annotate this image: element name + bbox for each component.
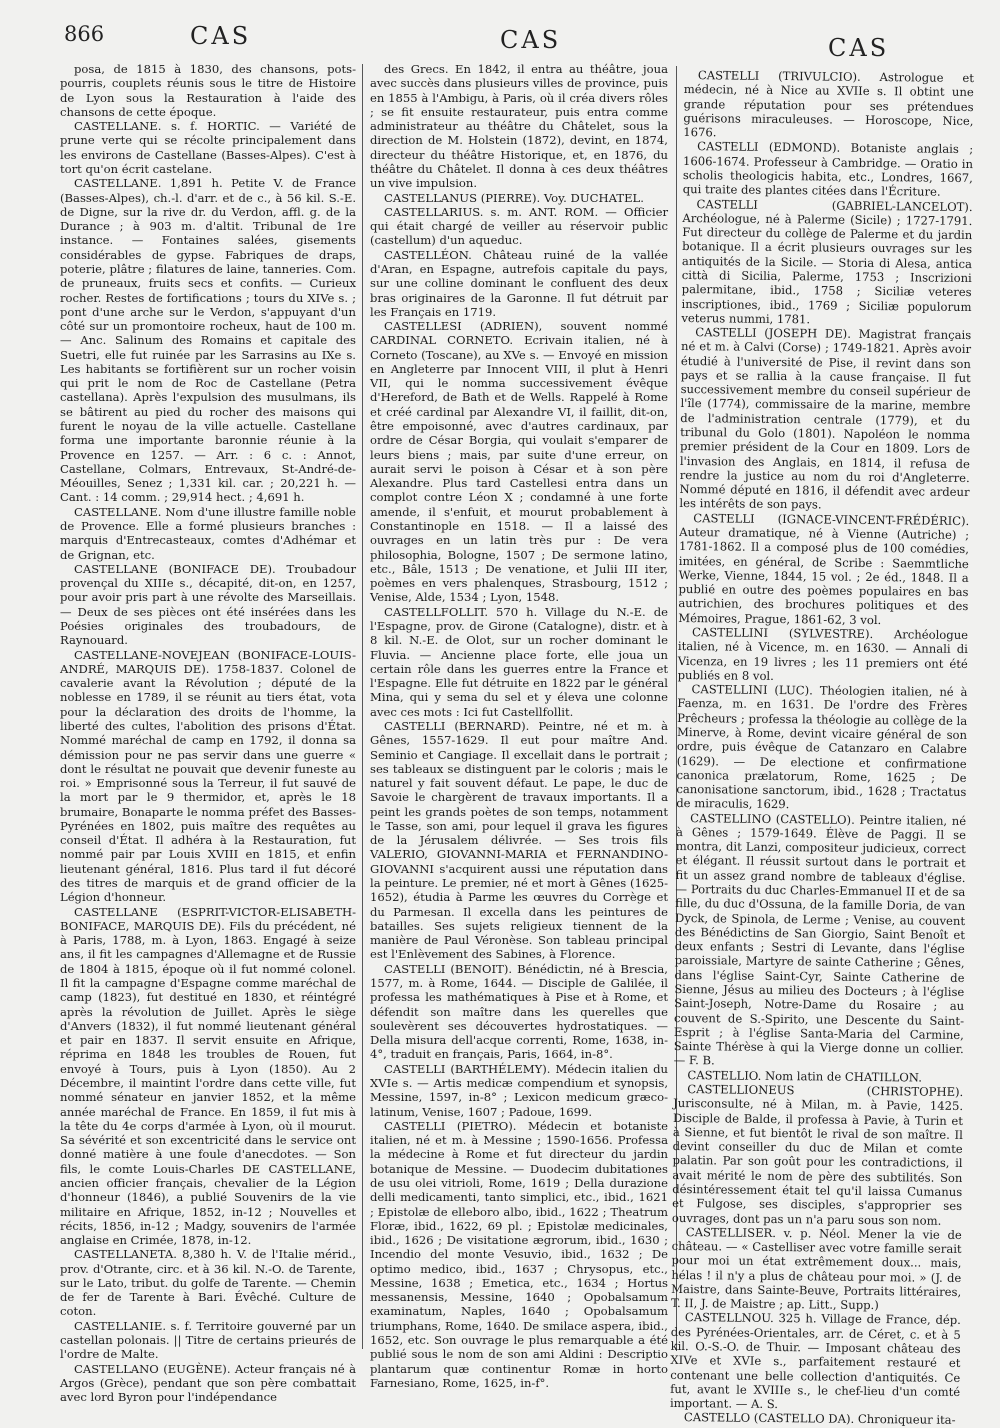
entry-paragraph: posa, de 1815 à 1830, des chansons, pots-pourris, couplets réunis sous le titre de Histoire de Lyon sous la Restauration à l'aide des chansons de cette époque. — [60, 62, 356, 119]
entry-paragraph: CASTELLÉON. Château ruiné de la vallée d'Aran, en Espagne, autrefois capitale du pays, sur une colline dominant le confluent des deux bras originaires de la Garonne. Il fut détruit par les Français en 1719. — [370, 247, 668, 319]
entry-paragraph: CASTELLANE. 1,891 h. Petite V. de France (Basses-Alpes), ch.-l. d'arr. et de c., à 56 kil. S.-E. de Digne, sur la rive dr. du Verdon, affl. g. de la Durance ; à 903 m. d'altit. Tribunal de 1re instance. — Fontaines salées, gisements considérables de gypse. Fabriques de draps, poterie, plâtre ; filatures de laine, tanneries. Com. de pruneaux, fruits secs et confits. — Curieux rocher. Restes de fortifications ; tours du XIVe s. ; pont d'une arche sur le Verdon, s'appuyant d'un côté sur un promontoire rocheux, haut de 100 m. — Anc. Salinum des Romains et capitale des Suetri, elle fut ruinée par les Sarrasins au IXe s. Les habitants se fortifièrent sur un rocher voisin qui prit le nom de Roc de Castellane (Petra castellana). Après l'expulsion des musulmans, ils se bâtirent au pied du rocher des maisons qui furent le noyau de la ville actuelle. Castellane forma une importante baronnie réunie à la Provence en 1257. — Arr. : 6 c. : Annot, Castellane, Colmars, Entrevaux, St-André-de-Méouilles, Senez ; 1,331 kil. car. ; 20,221 h. — Cant. : 14 comm. ; 29,914 hect. ; 4,691 h. — [60, 176, 356, 505]
text-column-1 — [60, 62, 356, 1405]
entry-paragraph: CASTELLI (PIETRO). Médecin et botaniste italien, né et m. à Messine ; 1590-1656. Professa la médecine à Rome et fut directeur du jardin botanique de Messine. — Duodecim dubitationes de usu olei vitrioli, Rome, 1619 ; Della durazione delli medicamenti, tanto simplici, etc., ibid., 1621 ; Epistolæ de elleboro albo, ibid., 1622 ; Theatrum Floræ, ibid., 1622, 69 pl. ; Epistolæ medicinales, ibid., 1626 ; De visitatione ægrorum, ibid., 1630 ; Incendio del monte Vesuvio, ibid., 1632 ; De optimo medico, ibid., 1637 ; Chrysopus, etc., Messine, 1638 ; Emetica, etc., 1634 ; Hortus messanensis, Messine, 1640 ; Opobalsamum examinatum, Naples, 1640 ; Opobalsamum triumphans, Rome, 1640. De smilace aspera, ibid., 1652, etc. Son ouvrage le plus remarquable a été publié sous le nom de son ami Aldini : Descriptio plantarum quæ continentur Romæ in horto Farnesiano, Rome, 1625, in-f°. — [370, 1118, 668, 1390]
page-number: 866 — [64, 22, 105, 46]
entry-paragraph: CASTELLI (GABRIEL-LANCELOT). Archéologue, né à Palerme (Sicile) ; 1727-1791. Fut directeur du collège de Palerme et du jardin botanique. Il a écrit plusieurs ouvrages sur les antiquités de la Sicile. — Storia di Alesa, antica città di Sicilia, Palerme, 1753 ; Inscrizioni palermitane, ibid., 1758 ; Siciliæ veteres inscriptiones, ibid., 1769 ; Siciliæ populorum veterus nummi, 1781. — [681, 196, 973, 327]
entry-paragraph: CASTELLANE (ESPRIT-VICTOR-ELISABETH-BONIFACE, MARQUIS DE). Fils du précédent, né à Paris, 1788, m. à Lyon, 1863. Engagé à seize ans, il fit les campagnes d'Allemagne et de Russie de 1804 à 1815, époque où il fut nommé colonel. Il fit la campagne d'Espagne comme maréchal de camp (1823), fut destitué en 1830, et réintégré après la révolution de Juillet. Après le siège d'Anvers (1832), il fut nommé lieutenant général et pair en 1837. Il servit ensuite en Afrique, réprima en 1848 les troubles de Rouen, fut envoyé à Tours, puis à Lyon (1850). Au 2 Décembre, il maintint l'ordre dans cette ville, fut nommé sénateur en janvier 1852, et la même année maréchal de France. En 1859, il fut mis à la tête du 4e corps d'armée à Lyon, où il mourut. Sa sévérité et son excentricité dans le service ont donné matière à une foule d'anecdotes. — Son fils, le comte Louis-Charles DE CASTELLANE, ancien officier français, chevalier de la Légion d'honneur (1846), a publié Souvenirs de la vie militaire en Afrique, 1852, in-12 ; Nouvelles et récits, 1856, in-12 ; Madgy, souvenirs de l'armée anglaise en Crimée, 1878, in-12. — [60, 904, 356, 1248]
entry-paragraph: CASTELLNOU. 325 h. Village de France, dép. des Pyrénées-Orientales, arr. de Céret, c. et à 5 kil. O.-S.-O. de Thuir. — Imposant château des XIVe et XVIe s., parfaitement restauré et contenant une belle collection d'antiquités. Ce fut, avant le XVIIIe s., le chef-lieu d'un comté important. — A. S. — [669, 1310, 961, 1412]
entry-paragraph: CASTELLI (BERNARD). Peintre, né et m. à Gênes, 1557-1629. Il eut pour maître And. Seminio et Cangiage. Il excellait dans le portrait ; ses tableaux se distinguent par le coloris ; mais le naturel y fait souvent défaut. Le pape, le duc de Savoie le chargèrent de travaux importants. Il a peint les grands poètes de son temps, notamment le Tasse, son ami, pour lequel il grava les figures de la Jérusalem délivrée. — Ses trois fils VALERIO, GIOVANNI-MARIA et FERNANDINO-GIOVANNI s'acquirent aussi une réputation dans la peinture. Le premier, né et mort à Gênes (1625-1652), étudia à Parme les œuvres du Corrège et du Parmesan. Il excella dans les peintures de batailles. Ses sujets religieux tiennent de la manière de Paul Véronèse. Son tableau principal est l'Enlèvement des Sabines, à Florence. — [370, 718, 668, 962]
entry-paragraph: CASTELLANE. Nom d'une illustre famille noble de Provence. Elle a formé plusieurs branches : marquis d'Entrecasteaux, comtes d'Adhémar et de Grignan, etc. — [60, 504, 356, 562]
entry-paragraph: CASTELLANIE. s. f. Territoire gouverné par un castellan polonais. || Titre de certains prieurés de l'ordre de Malte. — [60, 1318, 356, 1362]
entry-paragraph: CASTELLANE (BONIFACE DE). Troubadour provençal du XIIIe s., décapité, dit-on, en 1257, pour avoir pris part à une révolte des Marseillais. — Deux de ses pièces ont été insérées dans les Poésies originales des troubadours, de Raynouard. — [60, 561, 356, 648]
entry-paragraph: des Grecs. En 1842, il entra au théâtre, joua avec succès dans plusieurs villes de province, puis en 1855 à l'Ambigu, à Paris, où il créa divers rôles ; se fit ensuite restaurateur, puis entra comme administrateur au théâtre du Châtelet, sous la direction de M. Holstein (1872), devint, en 1874, directeur du théâtre Historique, et, en 1876, du théâtre du Châtelet. Il donna à ces deux théâtres un vive impulsion. — [370, 62, 668, 191]
entry-paragraph: CASTELLI (EDMOND). Botaniste anglais ; 1606-1674. Professeur à Cambridge. — Oratio in scholis theologicis habita, etc., Londres, 1667, qui traite des plantes citées dans l'Écriture. — [682, 139, 974, 199]
entry-paragraph: CASTELLISER. v. p. Néol. Mener la vie de château. — « Castelliser avec votre famille serait pour moi un état extrêmement doux... mais, hélas ! il n'y a plus de château pour moi. » (J. de Maistre, dans Sainte-Beuve, Portraits littéraires, T. II, J. de Maistre ; ap. Litt., Supp.) — [670, 1224, 962, 1313]
entry-paragraph: CASTELLINI (LUC). Théologien italien, né à Faenza, m. en 1631. De l'ordre des Frères Prêcheurs ; professa la théologie au collège de la Minerve, à Rome, devint vicaire général de son ordre, puis évêque de Catanzaro en Calabre (1629). — De electione et confirmatione canonica prælatorum, Rome, 1625 ; De canonisatione sanctorum, ibid., 1628 ; Tractatus de miraculis, 1629. — [676, 682, 968, 812]
entry-paragraph: CASTELLFOLLIT. 570 h. Village du N.-E. de l'Espagne, prov. de Girone (Catalogne), distr. et à 8 kil. N.-E. de Olot, sur un rocher dominant le Fluvia. — Ancienne place forte, elle joua un certain rôle dans les guerres entre la France et l'Espagne. Elle fut détruite en 1822 par le général Mina, qui y sema du sel et y éleva une colonne avec ces mots : Ici fut Castellfollit. — [370, 604, 668, 719]
running-header — [0, 14, 1000, 62]
entry-paragraph: CASTELLARIUS. s. m. ANT. ROM. — Officier qui était chargé de veiller au réservoir public (castellum) d'un aqueduc. — [370, 204, 668, 248]
header-right-word: CAS — [828, 34, 890, 62]
entry-paragraph: CASTELLANETA. 8,380 h. V. de l'Italie mérid., prov. d'Otrante, circ. et à 36 kil. N.-O. de Tarente, sur le Lato, tribut. du golfe de Tarente. — Chemin de fer de Tarente à Bari. Évêché. Culture de coton. — [60, 1247, 356, 1319]
entry-paragraph: CASTELLI (TRIVULCIO). Astrologue et médecin, né à Nice au XVIIe s. Il obtint une grande réputation pour ses prétendues guérisons miraculeuses. — Horoscope, Nice, 1676. — [683, 68, 974, 140]
entry-paragraph: CASTELLESI (ADRIEN), souvent nommé CARDINAL CORNETO. Ecrivain italien, né à Corneto (Toscane), au XVe s. — Envoyé en mission en Angleterre par Innocent VIII, il plut à Henri VII, qui le nomma successivement évêque d'Hereford, de Bath et de Wells. Rappelé à Rome et créé cardinal par Alexandre VI, il faillit, dit-on, être empoisonné, avec d'autres cardinaux, par ordre de César Borgia, qui voulait s'emparer de leurs biens ; mais, par suite d'une erreur, on aurait servi le poison à César et à son père Alexandre. Plus tard Castellesi entra dans un complot contre Léon X ; condamné à une forte amende, il s'enfuit, et mourut probablement à Constantinople en 1518. — Il a laissé des ouvrages en un latin très pur : De vera philosophia, Bologne, 1507 ; De sermone latino, etc., Bâle, 1513 ; De venatione, et Julii III iter, poèmes en vers phalenques, Strasbourg, 1512 ; Venise, Alde, 1534 ; Lyon, 1548. — [370, 319, 668, 605]
entry-paragraph: CASTELLI (BARTHÉLEMY). Médecin italien du XVIe s. — Artis medicæ compendium et synopsis, Messine, 1597, in-8° ; Lexicon medicum græco-latinum, Venise, 1607 ; Padoue, 1699. — [370, 1061, 668, 1119]
entry-paragraph: CASTELLANUS (PIERRE). Voy. DUCHATEL. — [384, 190, 644, 205]
entry-paragraph: CASTELLANO (EUGÈNE). Acteur français né à Argos (Grèce), pendant que son père combattait avec lord Byron pour l'indépendance — [60, 1361, 356, 1405]
entry-paragraph: CASTELLIO. Nom latin de CHATILLON. — [687, 1067, 923, 1085]
text-column-3 — [669, 68, 974, 1428]
entry-paragraph: CASTELLI (BENOIT). Bénédictin, né à Brescia, 1577, m. à Rome, 1644. — Disciple de Galilée, il professa les mathématiques à Pise et à Rome, et défendit son maître dans les querelles que soulevèrent ses découvertes hydrostatiques. — Della misura dell'acque correnti, Rome, 1638, in-4°, traduit en français, Paris, 1664, in-8°. — [370, 961, 668, 1062]
text-column-2 — [370, 62, 668, 1390]
column-rule — [362, 64, 363, 1349]
header-left-word: CAS — [190, 22, 252, 50]
entry-paragraph: CASTELLIONEUS (CHRISTOPHE). Jurisconsulte, né à Milan, m. à Pavie, 1425. Disciple de Balde, il professa à Pavie, à Turin et à Sienne, et fut bientôt le rival de son maître. Il devint conseiller du duc de Milan et comte palatin. Par son goût pour les contradictions, il avait mérité le nom de père des subtilités. Son désintéressement était tel qu'il laissa Cumanus et Fulgose, ses disciples, s'approprier ses ouvrages, dont pas un n'a paru sous son nom. — [671, 1082, 964, 1228]
entry-paragraph: CASTELLANE. s. f. HORTIC. — Variété de prune verte qui se récolte principalement dans les environs de Castellane (Basses-Alpes). C'est à tort qu'on écrit castelane. — [60, 119, 356, 176]
entry-paragraph: CASTELLI (JOSEPH DE). Magistrat français né et m. à Calvi (Corse) ; 1749-1821. Après avoir étudié à l'université de Pise, il revint dans son pays et se rallia à la cause française. Il fut successivement membre du conseil supérieur de l'île (1774), commissaire de la marine, membre de l'administration centrale (1779), et du tribunal du Golo (1801). Napoléon le nomma premier président de la Cour en 1809. Lors de l'invasion des Anglais, en 1814, il refusa de rendre la justice au nom du roi d'Angleterre. Nommé député en 1816, il défendit avec ardeur les intérêts de son pays. — [679, 325, 972, 512]
entry-paragraph: CASTELLANE-NOVEJEAN (BONIFACE-LOUIS-ANDRÉ, MARQUIS DE). 1758-1837. Colonel de cavalerie avant la Révolution ; député de la noblesse en 1789, il se réunit au tiers état, vota pour la déclaration des droits de l'homme, la liberté des cultes, l'abolition des prisons d'État. Nommé maréchal de camp en 1792, il donna sa démission pour ne pas servir dans une guerre « dont le résultat ne pouvait que devenir funeste au roi. » Emprisonné sous la Terreur, il fut sauvé de la mort par le 9 thermidor, et, après le 18 brumaire, Bonaparte le nomma préfet des Basses-Pyrénées en 1802, puis maître des requêtes au conseil d'État. Il adhéra à la Restauration, fut nommé pair par Louis XVIII en 1815, et enfin lieutenant général, 1816. Plus tard il fut décoré des titres de marquis et de grand officier de la Légion d'honneur. — [60, 647, 356, 905]
entry-paragraph: CASTELLINI (SYLVESTRE). Archéologue italien, né à Vicence, m. en 1630. — Annali di Vicenza, en 19 livres ; les 11 premiers ont été publiés en 8 vol. — [677, 625, 969, 683]
entry-paragraph: CASTELLO (CASTELLO DA). Chroniqueur ita- — [683, 1410, 956, 1428]
header-center-word: CAS — [500, 26, 562, 54]
entry-paragraph: CASTELLINO (CASTELLO). Peintre italien, né à Gênes ; 1579-1649. Élève de Paggi. Il se montra, dit Lanzi, compositeur judicieux, correct et élégant. Il réussit surtout dans le portrait et fit un assez grand nombre de tableaux d'église. — Portraits du duc Charles-Emmanuel II et de sa fille, du duc d'Ossuna, de la famille Doria, de van Dyck, de Spinola, de Lerme ; Venise, au couvent des Bénédictins de San Giorgio, Saint Benoît et deux enfants ; Sestri di Levante, dans l'église paroissiale, Martyre de sainte Catherine ; Gênes, dans l'église Saint-Cyr, Sainte Catherine de Sienne, Jésus au milieu des Docteurs ; à l'église Saint-Joseph, Notre-Dame du Rosaire ; au couvent de S.-Spirito, une Descente du Saint-Esprit ; à l'église Santa-Maria del Carmine, Sainte Thérèse à qui la Vierge donne un collier. — F. B. — [673, 810, 967, 1068]
entry-paragraph: CASTELLI (IGNACE-VINCENT-FRÉDÉRIC). Auteur dramatique, né à Vienne (Autriche) ; 1781-1862. Il a composé plus de 100 comédies, imitées, en général, de Scribe : Saemmtliche Werke, Vienne, 1844, 15 vol. ; 2e éd., 1848. Il a publié en outre des poèmes populaires en bas autrichien, des brochures politiques et des Mémoires, Prague, 1861-62, 3 vol. — [678, 510, 970, 627]
